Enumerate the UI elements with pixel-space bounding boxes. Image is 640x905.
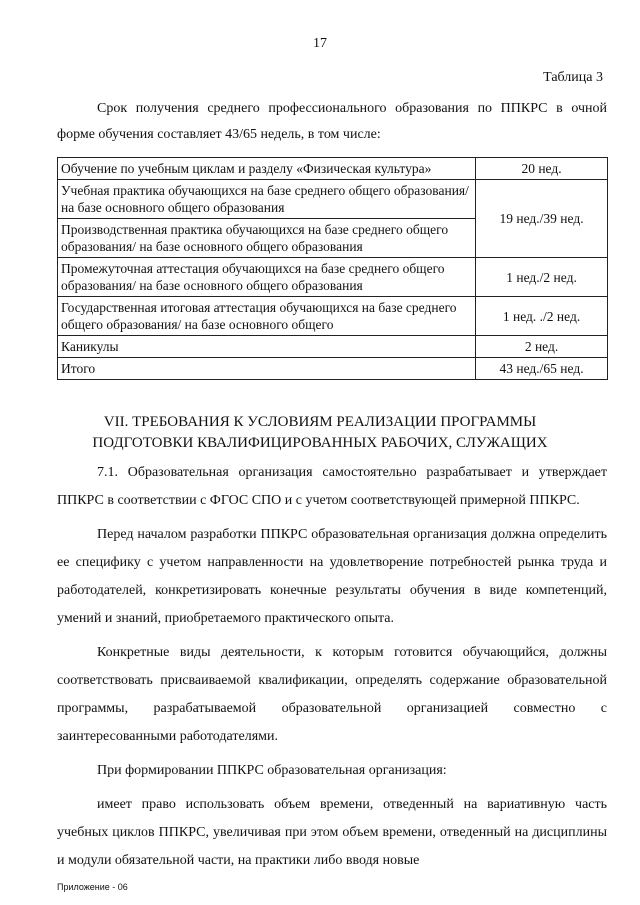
study-duration-table: [57, 157, 608, 380]
table-cell-duration: 19 нед./39 нед.: [476, 180, 608, 258]
table-cell-duration: 1 нед./2 нед.: [476, 258, 608, 297]
paragraph: 7.1. Образовательная организация самостоятельно разрабатывает и утверждает ППКРС в соответствии с ФГОС СПО и с учетом соответствующей примерной ППКРС.: [57, 465, 607, 508]
intro-paragraph: [57, 96, 607, 148]
table-row: [58, 180, 608, 219]
table-row: [58, 158, 608, 180]
table-cell-duration: 2 нед.: [476, 336, 608, 358]
intro-text: Срок получения среднего профессионального образования по ППКРС в очной форме обучения составляет 43/65 недель, в том числе:: [57, 101, 607, 142]
footer-note: Приложение - 06: [57, 882, 128, 892]
paragraph: Перед началом разработки ППКРС образовательная организация должна определить ее специфику с учетом направленности на удовлетворение потребностей рынка труда и работодателей, конкретизировать конечные результаты обучения в виде компетенций, умений и знаний, приобретаемого практического опыта.: [57, 527, 607, 626]
table-cell-description: Учебная практика обучающихся на базе среднего общего образования/ на базе основного общего образования: [58, 180, 476, 219]
table-row: [58, 297, 608, 336]
table-cell-description: Каникулы: [58, 336, 476, 358]
table-caption: Таблица 3: [543, 70, 603, 85]
section-heading-line: VII. ТРЕБОВАНИЯ К УСЛОВИЯМ РЕАЛИЗАЦИИ ПРОГРАММЫ: [103, 414, 537, 430]
paragraph: При формировании ППКРС образовательная организация:: [97, 763, 447, 778]
table-cell-duration: 1 нед. ./2 нед.: [476, 297, 608, 336]
table-row: [58, 258, 608, 297]
paragraph: имеет право использовать объем времени, отведенный на вариативную часть учебных циклов ППКРС, увеличивая при этом объем времени, отведенный на дисциплины и модули обязательной части, на практики либо вводя новые: [57, 797, 607, 868]
table-cell-description: Производственная практика обучающихся на базе среднего общего образования/ на базе основного общего образования: [58, 219, 476, 258]
table-cell-description: Промежуточная аттестация обучающихся на базе среднего общего образования/ на базе основного общего образования: [58, 258, 476, 297]
table-cell-description: Обучение по учебным циклам и разделу «Физическая культура»: [58, 158, 476, 180]
table-cell-description: Государственная итоговая аттестация обучающихся на базе среднего общего образования/ на базе основного общего: [58, 297, 476, 336]
table-row: [58, 336, 608, 358]
section-heading: [0, 412, 640, 454]
section-heading-line: ПОДГОТОВКИ КВАЛИФИЦИРОВАННЫХ РАБОЧИХ, СЛУЖАЩИХ: [92, 435, 548, 451]
table-row-total: [58, 358, 608, 380]
page-number: 17: [313, 36, 327, 51]
table-cell-duration: 43 нед./65 нед.: [476, 358, 608, 380]
body-text: [57, 459, 607, 881]
paragraph: Конкретные виды деятельности, к которым готовится обучающийся, должны соответствовать присваиваемой квалификации, определять содержание образовательной программы, разрабатываемой образовательной организацией совместно с заинтересованными работодателями.: [57, 645, 607, 744]
table-cell-description: Итого: [58, 358, 476, 380]
table-cell-duration: 20 нед.: [476, 158, 608, 180]
